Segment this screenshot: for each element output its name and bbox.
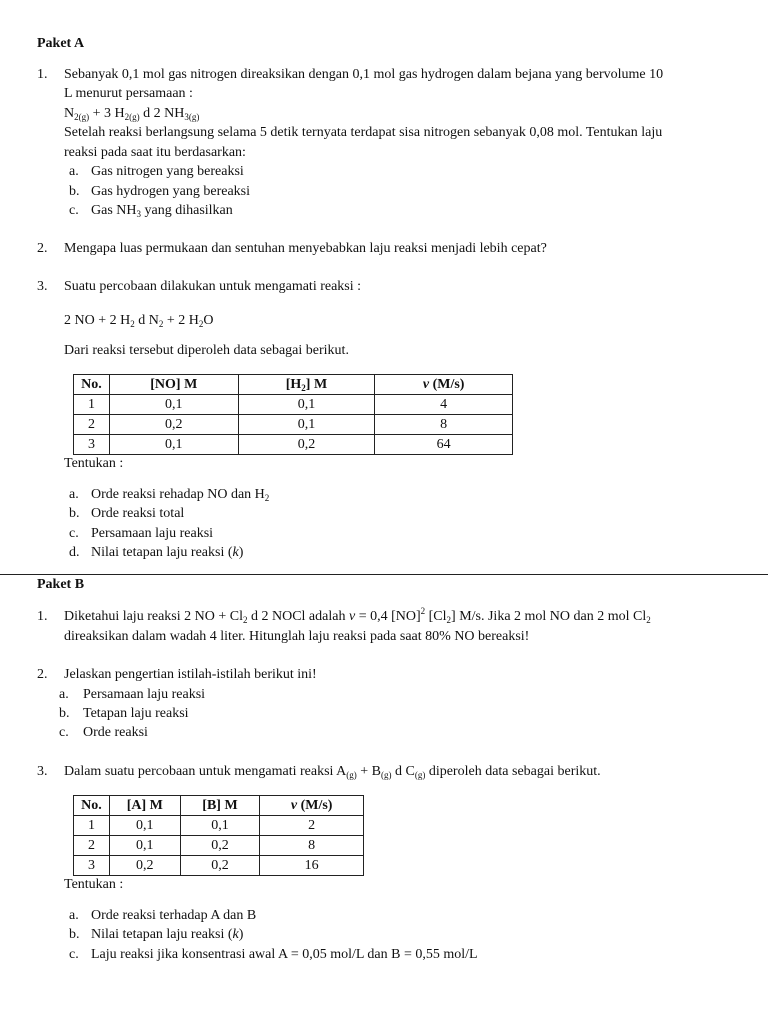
option-text: Gas hydrogen yang bereaksi [91, 184, 251, 199]
table-cell: 16 [260, 856, 364, 876]
option-text: Laju reaksi jika konsentrasi awal A = 0,05 mol/L dan B = 0,55 mol/L [91, 947, 478, 962]
question-text: Sebanyak 0,1 mol gas nitrogen direaksikan dengan 0,1 mol gas hydrogen dalam bejana yang bervolume 10 [64, 67, 664, 82]
table-cell: 0,2 [109, 415, 238, 435]
question-text: Setelah reaksi berlangsung selama 5 detik ternyata terdapat sisa nitrogen sebanyak 0,08 mol. Tentukan laju [64, 125, 663, 140]
table-cell: 0,2 [180, 836, 260, 856]
question-number: 3. [37, 764, 48, 779]
option-text: Persamaan laju reaksi [91, 526, 214, 541]
section-divider [0, 574, 768, 575]
option-text: Tetapan laju reaksi [83, 706, 189, 721]
option-label: b. [69, 506, 80, 521]
table-header: No. [74, 375, 110, 395]
table-cell: 2 [260, 816, 364, 836]
table-header: No. [74, 796, 110, 816]
table-cell: 8 [260, 836, 364, 856]
question-number: 2. [37, 667, 48, 682]
option-text: Gas nitrogen yang bereaksi [91, 164, 244, 179]
table-row [74, 395, 513, 415]
option-label: c. [69, 203, 79, 218]
option-text: Nilai tetapan laju reaksi (k) [91, 545, 244, 560]
option-text: Orde reaksi terhadap A dan B [91, 908, 257, 923]
option-label: a. [69, 908, 79, 923]
question-text: reaksi pada saat itu berdasarkan: [64, 145, 246, 160]
option-label: a. [69, 164, 79, 179]
option-label: a. [59, 687, 69, 702]
table-header-row [74, 796, 364, 816]
data-table [73, 795, 364, 876]
question-number: 1. [37, 609, 48, 624]
option-label: b. [69, 184, 80, 199]
question-text: Dari reaksi tersebut diperoleh data sebagai berikut. [64, 343, 349, 358]
reaction-equation: 2 NO + 2 $H_2$ d $N_2 + 2$ $H_2O$ [64, 313, 214, 329]
table-cell: 0,2 [109, 856, 180, 876]
table-header-row [74, 375, 513, 395]
table-cell: 8 [375, 415, 513, 435]
table-cell: 0,1 [109, 435, 238, 455]
tentukan-label: Tentukan : [64, 877, 124, 892]
option-text: Gas $NH_3$ yang dihasilkan [91, 203, 233, 219]
option-text: Orde reaksi [83, 725, 148, 740]
table-cell: 4 [375, 395, 513, 415]
table-cell: 0,1 [109, 395, 238, 415]
option-label: b. [59, 706, 70, 721]
option-label: d. [69, 545, 80, 560]
table-cell: 0,1 [109, 836, 180, 856]
question-text: Suatu percobaan dilakukan untuk mengamati reaksi : [64, 279, 362, 294]
table-cell: 2 [74, 415, 110, 435]
option-text: Orde reaksi total [91, 506, 185, 521]
option-label: b. [69, 927, 80, 942]
option-text: Nilai tetapan laju reaksi (k) [91, 927, 244, 942]
table-header: [B] M [180, 796, 260, 816]
table-cell: 0,2 [238, 435, 375, 455]
table-cell: 3 [74, 856, 110, 876]
option-text: Orde reaksi rehadap NO dan $H_2$ [91, 487, 270, 503]
tentukan-label: Tentukan : [64, 456, 124, 471]
reaction-equation: $N_{2(g)} + 3$ $H_{2(g)}$ d 2 $NH_{3(g)}$ [64, 106, 200, 122]
table-cell: 3 [74, 435, 110, 455]
table-cell: 64 [375, 435, 513, 455]
table-cell: 0,1 [180, 816, 260, 836]
option-label: c. [59, 725, 69, 740]
table-header: [A] M [109, 796, 180, 816]
table-header: v (M/s) [260, 796, 364, 816]
table-row [74, 836, 364, 856]
question-text: Mengapa luas permukaan dan sentuhan menyebabkan laju reaksi menjadi lebih cepat? [64, 241, 547, 256]
option-text: Persamaan laju reaksi [83, 687, 206, 702]
table-row [74, 435, 513, 455]
table-header: v (M/s) [375, 375, 513, 395]
question-number: 2. [37, 241, 48, 256]
question-number: 3. [37, 279, 48, 294]
table-cell: 0,1 [238, 415, 375, 435]
data-table [73, 374, 513, 455]
paket-b-title: Paket B [37, 577, 85, 592]
table-row [74, 415, 513, 435]
table-cell: 0,2 [180, 856, 260, 876]
paket-a-title: Paket A [37, 36, 85, 51]
option-label: a. [69, 487, 79, 502]
question-text: direaksikan dalam wadah 4 liter. Hitunglah laju reaksi pada saat 80% NO bereaksi! [64, 629, 530, 644]
question-text: Diketahui laju reaksi 2 NO + $Cl_2$ d 2 NOCl adalah v = 0,4 [NO]$^2$ $[Cl_2]$ M/s. Jika 2 mol NO dan 2 mol $Cl_2$ [64, 606, 651, 625]
question-text: Jelaskan pengertian istilah-istilah berikut ini! [64, 667, 317, 682]
table-cell: 2 [74, 836, 110, 856]
table-cell: 0,1 [109, 816, 180, 836]
question-text: L menurut persamaan : [64, 86, 193, 101]
table-cell: 1 [74, 816, 110, 836]
option-label: c. [69, 526, 79, 541]
table-header: $[H_2]$ M [238, 375, 375, 395]
table-cell: 0,1 [238, 395, 375, 415]
question-text: Dalam suatu percobaan untuk mengamati reaksi $A_{(g)} + B_{(g)}$ d $C_{(g)}$ diperoleh data sebagai berikut. [64, 764, 601, 780]
option-label: c. [69, 947, 79, 962]
table-cell: 1 [74, 395, 110, 415]
table-header: [NO] M [109, 375, 238, 395]
table-row [74, 856, 364, 876]
question-number: 1. [37, 67, 48, 82]
table-row [74, 816, 364, 836]
